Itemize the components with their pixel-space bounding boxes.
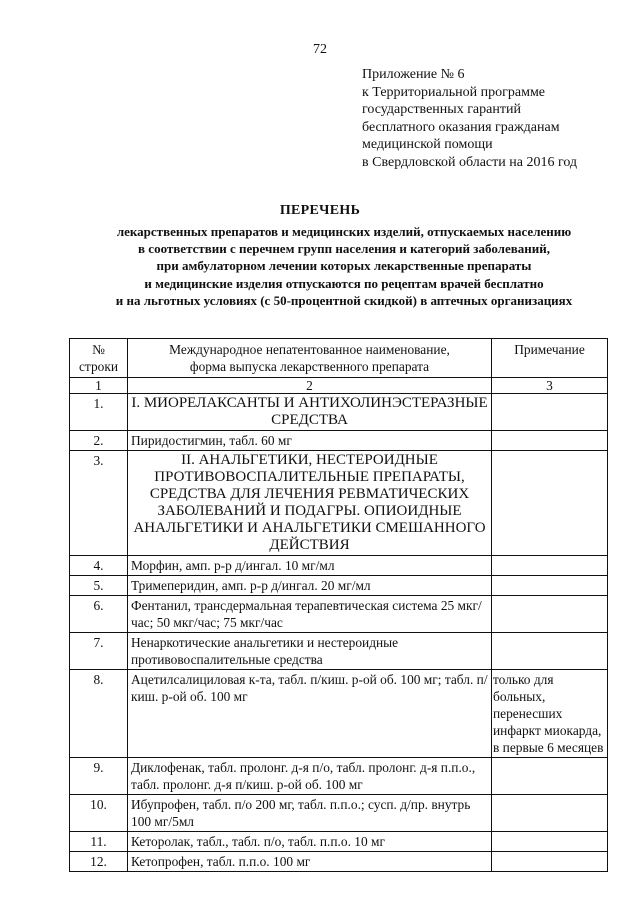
document-title: ПЕРЕЧЕНЬ: [279, 203, 361, 218]
row-name: Фентанил, трансдермальная терапевтическая система 25 мкг/час; 50 мкг/час; 75 мкг/час: [128, 596, 492, 633]
row-number: 8.: [70, 670, 128, 758]
header-number-line: строки: [78, 359, 119, 374]
table-row: [70, 394, 608, 431]
row-note: [492, 431, 608, 451]
row-note: [492, 451, 608, 556]
subtitle-line: и медицинские изделия отпускаются по рецептам врачей бесплатно: [144, 275, 544, 291]
row-name: Тримеперидин, амп. р-р д/ингал. 20 мг/мл: [128, 576, 492, 596]
row-note: [492, 576, 608, 596]
row-name: Ацетилсалициловая к-та, табл. п/киш. р-ой об. 100 мг; табл. п/киш. р-ой об. 100 мг: [128, 670, 492, 758]
subtitle-line: и на льготных условиях (с 50-процентной скидкой) в аптечных организациях: [115, 292, 573, 308]
row-note: [492, 832, 608, 852]
section-heading: I. МИОРЕЛАКСАНТЫ И АНТИХОЛИНЭСТЕРАЗНЫЕ СРЕДСТВА: [128, 394, 492, 431]
table-row: [70, 758, 608, 795]
section-heading: II. АНАЛЬГЕТИКИ, НЕСТЕРОИДНЫЕ ПРОТИВОВОСПАЛИТЕЛЬНЫЕ ПРЕПАРАТЫ, СРЕДСТВА ДЛЯ ЛЕЧЕНИЯ РЕВМАТИЧЕСКИХ ЗАБОЛЕВАНИЙ И ПОДАГРЫ. ОПИОИДНЫЕ АНАЛЬГЕТИКИ И АНАЛЬГЕТИКИ СМЕШАННОГО ДЕЙСТВИЯ: [128, 451, 492, 556]
table-row: [70, 451, 608, 556]
row-note: [492, 758, 608, 795]
table-row: [70, 795, 608, 832]
row-number: 11.: [70, 832, 128, 852]
row-name: Пиридостигмин, табл. 60 мг: [128, 431, 492, 451]
appendix-line: медицинской помощи: [362, 137, 493, 152]
row-number: 9.: [70, 758, 128, 795]
appendix-line: бесплатного оказания гражданам: [362, 119, 560, 135]
header-name-line: Международное непатентованное наименование,: [169, 342, 450, 357]
row-note: [492, 852, 608, 872]
row-note: [492, 556, 608, 576]
row-note: [492, 596, 608, 633]
appendix-line: к Территориальной программе: [362, 84, 546, 100]
row-note: только для больных, перенесших инфаркт миокарда, в первые 6 месяцев: [492, 670, 608, 758]
medication-table: [69, 338, 608, 872]
row-name: Диклофенак, табл. пролонг. д-я п/о, табл. пролонг. д-я п.п.о., табл. пролонг. д-я п/киш. р-ой об. 100 мг: [128, 758, 492, 795]
index-cell: 3: [492, 378, 608, 394]
appendix-line: в Свердловской области на 2016 год: [362, 154, 578, 170]
row-number: 12.: [70, 852, 128, 872]
row-number: 1.: [70, 394, 128, 431]
row-number: 3.: [70, 451, 128, 556]
document-subtitle: [60, 223, 628, 309]
table-index-row: [70, 378, 608, 394]
row-number: 10.: [70, 795, 128, 832]
row-number: 4.: [70, 556, 128, 576]
row-number: 2.: [70, 431, 128, 451]
subtitle-line: лекарственных препаратов и медицинских изделий, отпускаемых населению: [116, 224, 572, 239]
row-number: 6.: [70, 596, 128, 633]
header-number: [70, 339, 128, 378]
table-row: [70, 576, 608, 596]
table-row: [70, 832, 608, 852]
index-cell: 1: [70, 378, 128, 394]
table-row: [70, 670, 608, 758]
row-number: 5.: [70, 576, 128, 596]
table-row: [70, 431, 608, 451]
table-row: [70, 556, 608, 576]
row-number: 7.: [70, 633, 128, 670]
row-name: Кетопрофен, табл. п.п.о. 100 мг: [128, 852, 492, 872]
row-name: Морфин, амп. р-р д/ингал. 10 мг/мл: [128, 556, 492, 576]
table-row: [70, 852, 608, 872]
row-note: [492, 795, 608, 832]
table-row: [70, 596, 608, 633]
index-cell: 2: [128, 378, 492, 394]
appendix-block: [362, 66, 632, 171]
row-name: Ибупрофен, табл. п/о 200 мг, табл. п.п.о.; сусп. д/пр. внутрь 100 мг/5мл: [128, 795, 492, 832]
header-number-line: №: [92, 342, 105, 357]
header-name: [128, 339, 492, 378]
table-header-row: [70, 339, 608, 378]
row-name: Кеторолак, табл., табл. п/о, табл. п.п.о. 10 мг: [128, 832, 492, 852]
header-note: Примечание: [492, 339, 608, 378]
table-row: [70, 633, 608, 670]
header-name-line: форма выпуска лекарственного препарата: [189, 359, 430, 374]
appendix-line: государственных гарантий: [362, 102, 521, 117]
row-note: [492, 394, 608, 431]
row-note: [492, 633, 608, 670]
subtitle-line: в соответствии с перечнем групп населения и категорий заболеваний,: [138, 241, 550, 257]
page-number: 72: [313, 42, 327, 57]
row-name: Ненаркотические анальгетики и нестероидные противовоспалительные средства: [128, 633, 492, 670]
appendix-line: Приложение № 6: [362, 67, 465, 82]
subtitle-line: при амбулаторном лечении которых лекарственные препараты: [156, 258, 532, 274]
